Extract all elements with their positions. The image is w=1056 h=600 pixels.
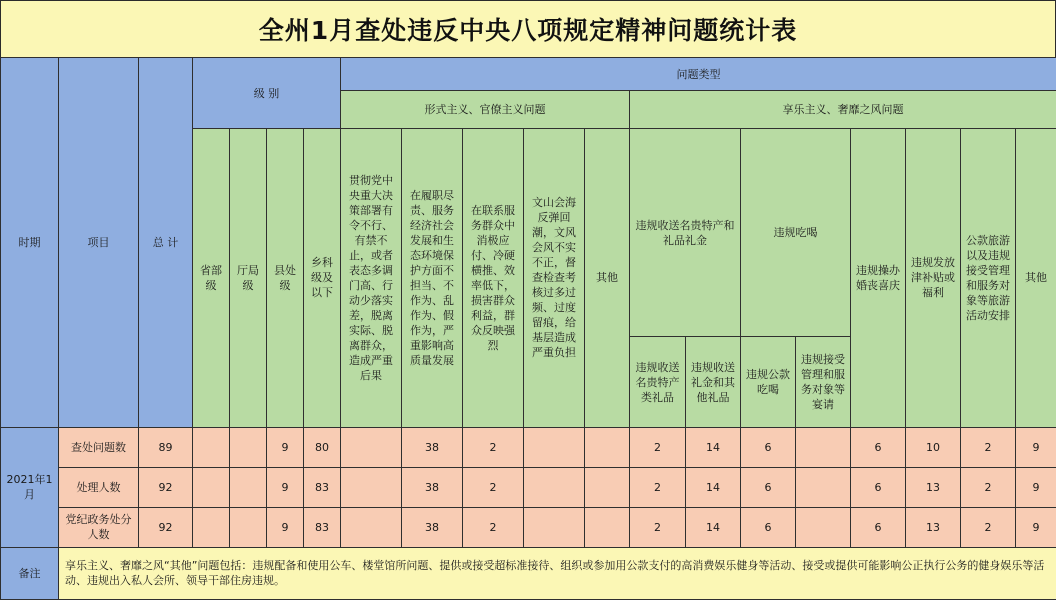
data-cell (524, 427, 585, 467)
note-label: 备注 (1, 547, 59, 599)
data-cell: 2 (463, 467, 524, 507)
data-cell: 2 (961, 507, 1016, 547)
data-cell: 6 (851, 507, 906, 547)
header-formalism-group: 形式主义、官僚主义问题 (341, 91, 630, 129)
data-cell (193, 507, 230, 547)
statistics-table (0, 57, 1056, 600)
data-cell (585, 427, 630, 467)
data-cell (585, 467, 630, 507)
data-cell: 14 (686, 507, 741, 547)
dining-item-banquet: 违规接受管理和服务对象等宴请 (796, 337, 851, 427)
formalism-item-other: 其他 (585, 129, 630, 428)
gift-group: 违规收送名贵特产和礼品礼金 (630, 129, 741, 337)
data-cell (585, 507, 630, 547)
data-cell: 9 (267, 467, 304, 507)
data-cell: 80 (304, 427, 341, 467)
formalism-item-2: 在履职尽责、服务经济社会发展和生态环境保护方面不担当、不作为、乱作为、假作为，严重影响高质量发展 (402, 129, 463, 428)
data-cell (524, 467, 585, 507)
data-cell (341, 427, 402, 467)
data-cell: 14 (686, 427, 741, 467)
table-title: 全州1月查处违反中央八项规定精神问题统计表 (0, 0, 1056, 58)
data-cell (796, 427, 851, 467)
data-cell (230, 507, 267, 547)
table-row (1, 467, 1056, 507)
formalism-item-4: 文山会海反弹回潮，文风会风不实不正，督查检查考核过多过频、过度留痕，给基层造成严重负担 (524, 129, 585, 428)
data-cell: 13 (906, 467, 961, 507)
dining-item-public: 违规公款吃喝 (741, 337, 796, 427)
data-cell: 2 (630, 467, 686, 507)
hedonism-item-other: 其他 (1016, 129, 1056, 428)
data-cell: 2 (630, 507, 686, 547)
data-cell: 6 (851, 427, 906, 467)
data-cell: 83 (304, 507, 341, 547)
data-cell (341, 507, 402, 547)
data-cell (193, 427, 230, 467)
data-cell: 2 (463, 427, 524, 467)
level-county: 县处级 (267, 129, 304, 428)
level-township: 乡科级及以下 (304, 129, 341, 428)
data-cell: 2 (961, 427, 1016, 467)
data-cell: 38 (402, 427, 463, 467)
data-cell: 38 (402, 467, 463, 507)
level-provincial: 省部级 (193, 129, 230, 428)
data-cell: 9 (267, 507, 304, 547)
data-cell: 6 (741, 467, 796, 507)
data-cell (524, 507, 585, 547)
data-cell (796, 507, 851, 547)
dining-group: 违规吃喝 (741, 129, 851, 337)
data-cell: 6 (851, 467, 906, 507)
total-cell: 92 (139, 507, 193, 547)
data-cell: 6 (741, 427, 796, 467)
data-cell: 83 (304, 467, 341, 507)
table-row (1, 507, 1056, 547)
header-total: 总 计 (139, 58, 193, 428)
header-item: 项目 (59, 58, 139, 428)
table-row (1, 427, 1056, 467)
data-cell: 9 (267, 427, 304, 467)
data-cell: 38 (402, 507, 463, 547)
row-label: 查处问题数 (59, 427, 139, 467)
header-issue-type: 问题类型 (341, 58, 1056, 91)
data-cell: 13 (906, 507, 961, 547)
data-cell (230, 427, 267, 467)
row-label: 党纪政务处分人数 (59, 507, 139, 547)
formalism-item-3: 在联系服务群众中消极应付、冷硬横推、效率低下，损害群众利益，群众反映强烈 (463, 129, 524, 428)
data-cell: 10 (906, 427, 961, 467)
data-cell (230, 467, 267, 507)
hedonism-item-weddings: 违规操办婚丧喜庆 (851, 129, 906, 428)
header-period: 时期 (1, 58, 59, 428)
gift-item-specialty: 违规收送名贵特产类礼品 (630, 337, 686, 427)
data-cell: 2 (961, 467, 1016, 507)
data-cell: 2 (630, 427, 686, 467)
data-cell: 14 (686, 467, 741, 507)
row-label: 处理人数 (59, 467, 139, 507)
header-level: 级 别 (193, 58, 341, 129)
note-text: 享乐主义、奢靡之风“其他”问题包括：违规配备和使用公车、楼堂馆所问题、提供或接受超标准接待、组织或参加用公款支付的高消费娱乐健身等活动、接受或提供可能影响公正执行公务的健身娱乐等活动、违规出入私人会所、领导干部住房违规。 (59, 547, 1056, 599)
total-cell: 89 (139, 427, 193, 467)
period-cell: 2021年1月 (1, 427, 59, 547)
header-hedonism-group: 享乐主义、奢靡之风问题 (630, 91, 1056, 129)
level-bureau: 厅局级 (230, 129, 267, 428)
gift-item-cash: 违规收送礼金和其他礼品 (686, 337, 741, 427)
formalism-item-1: 贯彻党中央重大决策部署有令不行、有禁不止，或者表态多调门高、行动少落实差，脱离实际、脱离群众，造成严重后果 (341, 129, 402, 428)
hedonism-item-allowances: 违规发放津补贴或福利 (906, 129, 961, 428)
data-cell: 2 (463, 507, 524, 547)
hedonism-item-tourism: 公款旅游以及违规接受管理和服务对象等旅游活动安排 (961, 129, 1016, 428)
data-cell (341, 467, 402, 507)
data-cell (193, 467, 230, 507)
data-cell (796, 467, 851, 507)
total-cell: 92 (139, 467, 193, 507)
data-cell: 9 (1016, 467, 1056, 507)
data-cell: 9 (1016, 507, 1056, 547)
data-cell: 6 (741, 507, 796, 547)
data-cell: 9 (1016, 427, 1056, 467)
